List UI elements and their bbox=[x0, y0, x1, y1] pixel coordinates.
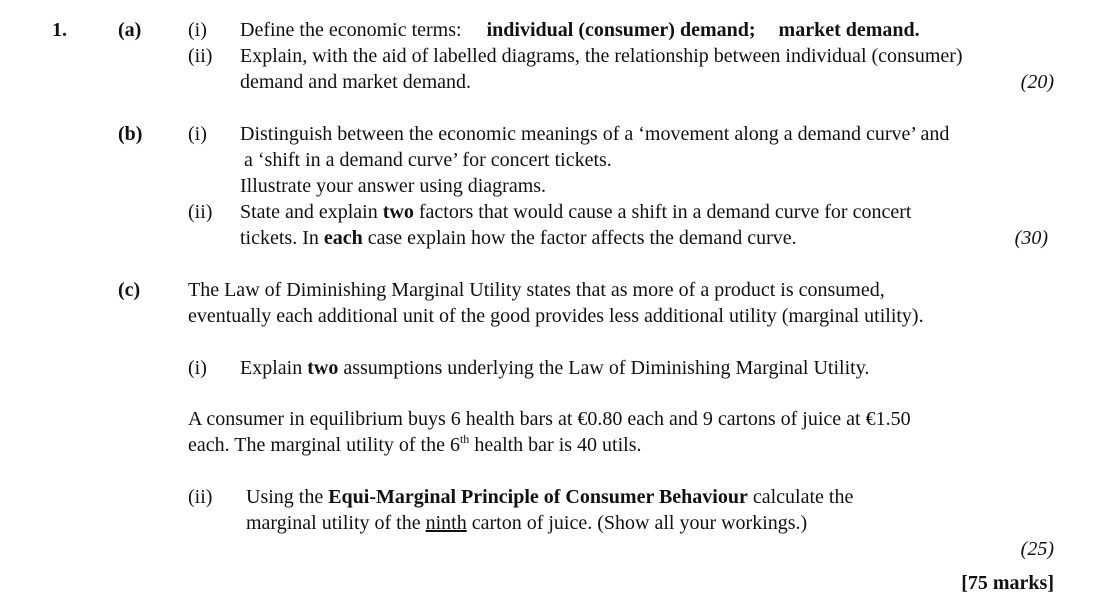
part-b-i-line1: Distinguish between the economic meanings of a ‘movement along a demand curve’ and bbox=[240, 123, 950, 145]
part-a-ii-label: (ii) bbox=[188, 45, 213, 67]
part-b-label: (b) bbox=[118, 123, 143, 145]
part-a-i-prefix: Define the economic terms: bbox=[240, 19, 462, 41]
part-b-i-line2: a ‘shift in a demand curve’ for concert tickets. bbox=[244, 149, 612, 171]
part-c-i-label: (i) bbox=[188, 357, 207, 379]
part-b-ii-line1 bbox=[240, 199, 911, 225]
total-marks: [75 marks] bbox=[961, 572, 1054, 594]
part-a-i-label: (i) bbox=[188, 19, 207, 41]
part-b-ii-line1-pre: State and explain bbox=[240, 201, 383, 223]
question-number: 1. bbox=[52, 19, 67, 41]
part-a-label: (a) bbox=[118, 19, 142, 41]
part-c-intro-line2: eventually each additional unit of the good provides less additional utility (marginal utility). bbox=[188, 305, 924, 327]
part-b-ii-line2-pre: tickets. In bbox=[240, 227, 324, 249]
scenario-superscript: th bbox=[459, 432, 470, 446]
part-a-ii-line1: Explain, with the aid of labelled diagrams, the relationship between individual (consumer) bbox=[240, 45, 963, 67]
part-b-ii-line1-bold: two bbox=[382, 201, 414, 223]
part-c-ii-line2-pre: marginal utility of the bbox=[246, 512, 426, 534]
part-b-ii-line2-bold: each bbox=[323, 227, 363, 249]
part-c-i-text bbox=[240, 355, 869, 381]
part-c-ii-line2 bbox=[246, 510, 807, 536]
part-a-marks: (20) bbox=[1020, 71, 1054, 93]
part-b-marks: (30) bbox=[1014, 227, 1048, 249]
term-individual-demand: individual (consumer) demand; bbox=[486, 19, 756, 41]
part-b-ii-line1-post: factors that would cause a shift in a demand curve for concert bbox=[413, 201, 912, 223]
part-b-ii-line2-post: case explain how the factor affects the demand curve. bbox=[362, 227, 797, 249]
scenario-line2-pre: each. The marginal utility of the 6 bbox=[188, 434, 460, 456]
ninth-underlined: ninth bbox=[425, 512, 467, 534]
part-b-i-line3: Illustrate your answer using diagrams. bbox=[240, 175, 547, 197]
part-c-i-pre: Explain bbox=[240, 357, 308, 379]
scenario-line2 bbox=[188, 432, 642, 458]
part-c-label: (c) bbox=[118, 279, 141, 301]
part-c-ii-line1-pre: Using the bbox=[246, 486, 329, 508]
term-market-demand: market demand. bbox=[778, 19, 920, 41]
part-c-i-post: assumptions underlying the Law of Diminishing Marginal Utility. bbox=[338, 357, 870, 379]
scenario-line1: A consumer in equilibrium buys 6 health bars at €0.80 each and 9 cartons of juice at €1.50 bbox=[188, 408, 911, 430]
equi-marginal-principle: Equi-Marginal Principle of Consumer Behaviour bbox=[328, 486, 748, 508]
part-c-ii-line1-post: calculate the bbox=[747, 486, 854, 508]
part-c-ii-label: (ii) bbox=[188, 486, 213, 508]
scenario-line2-post: health bar is 40 utils. bbox=[469, 434, 642, 456]
part-c-ii-line1 bbox=[246, 484, 853, 510]
part-b-ii-label: (ii) bbox=[188, 201, 213, 223]
part-b-i-label: (i) bbox=[188, 123, 207, 145]
part-c-i-bold: two bbox=[307, 357, 339, 379]
part-c-ii-line2-post: carton of juice. (Show all your workings.) bbox=[466, 512, 808, 534]
part-a-ii-line2: demand and market demand. bbox=[240, 71, 472, 93]
part-b-ii-line2 bbox=[240, 225, 797, 251]
part-c-marks: (25) bbox=[1020, 538, 1054, 560]
part-a-i-text bbox=[240, 17, 920, 43]
part-c-intro-line1: The Law of Diminishing Marginal Utility states that as more of a product is consumed, bbox=[188, 279, 885, 301]
